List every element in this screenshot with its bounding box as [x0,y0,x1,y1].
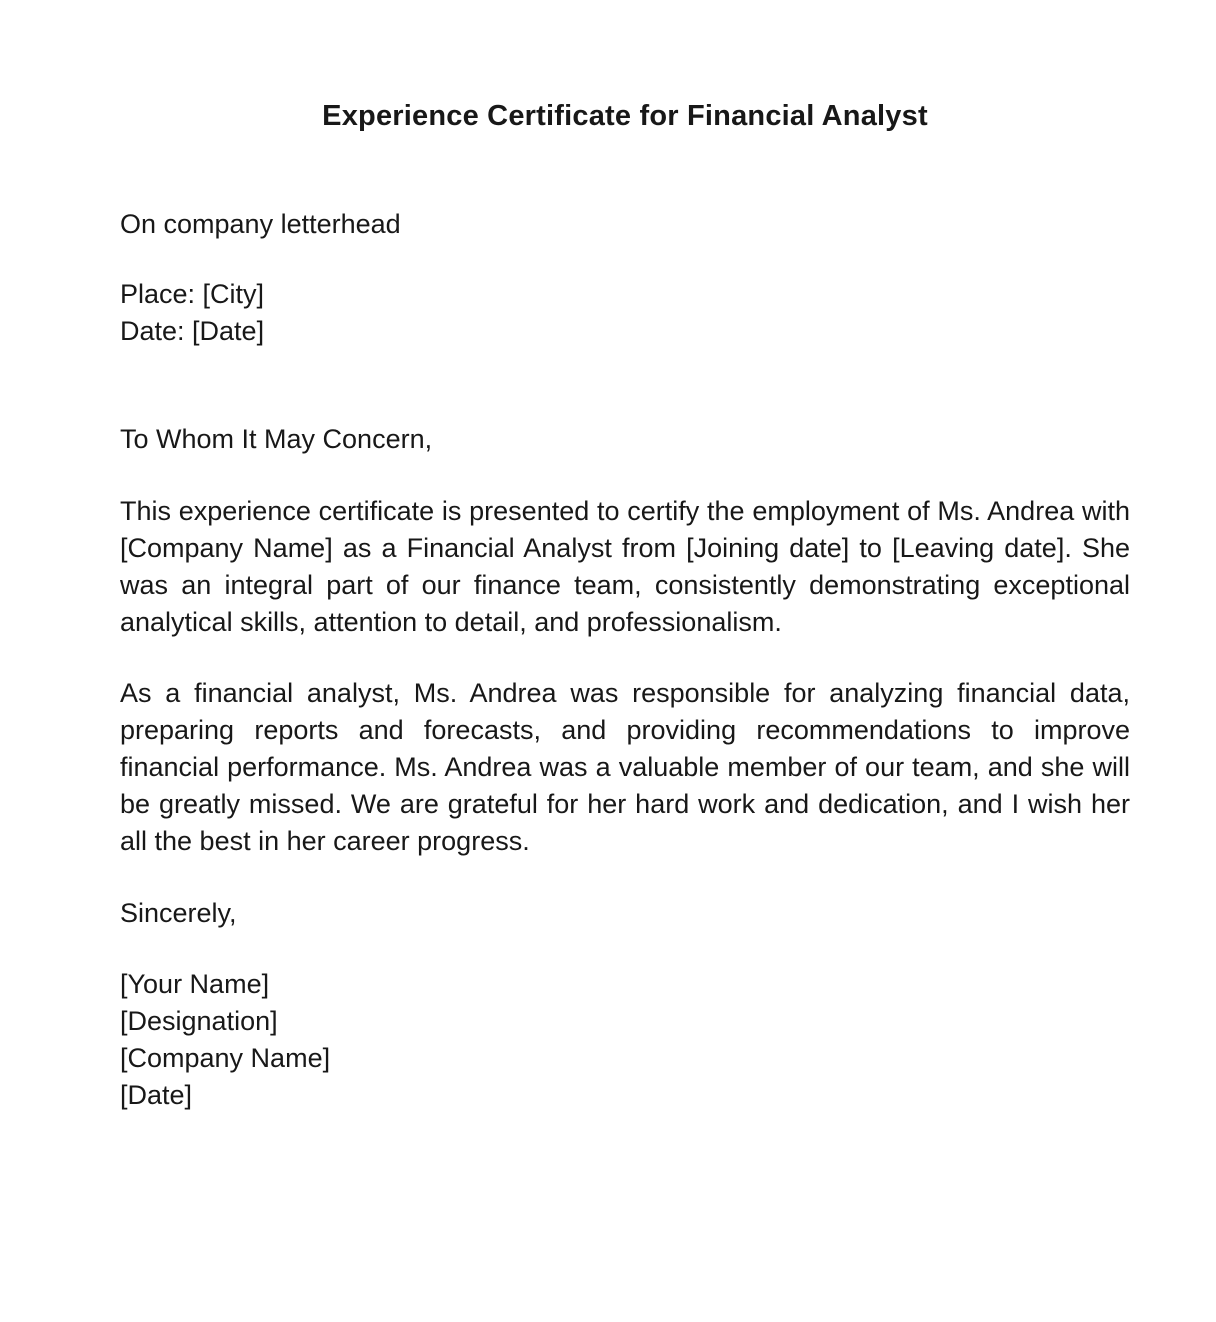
place-date-block [120,276,1130,350]
date-line: Date: [Date] [120,316,265,346]
signature-block [120,966,1130,1114]
letterhead-note: On company letterhead [120,209,401,239]
signature-name: [Your Name] [120,969,270,999]
signature-date: [Date] [120,1080,193,1110]
signature-designation: [Designation] [120,1006,278,1036]
signature-company: [Company Name] [120,1043,331,1073]
place-line: Place: [City] [120,279,265,309]
salutation: To Whom It May Concern, [120,424,433,454]
body-paragraph-2: As a financial analyst, Ms. Andrea was responsible for analyzing financial data, preparing reports and forecasts, and providing recommendations to improve financial performance. Ms. Andrea was a valuable member of our team, and she will be greatly missed. We are grateful for her hard work and dedication, and I wish her all the best in her career progress. [120,678,1130,856]
body-paragraph-1: This experience certificate is presented to certify the employment of Ms. Andrea with [Company Name] as a Financial Analyst from [Joining date] to [Leaving date]. She was an integral part of our finance team, consistently demonstrating exceptional analytical skills, attention to detail, and professionalism. [120,496,1130,637]
document-title: Experience Certificate for Financial Analyst [322,100,928,132]
closing: Sincerely, [120,898,237,928]
